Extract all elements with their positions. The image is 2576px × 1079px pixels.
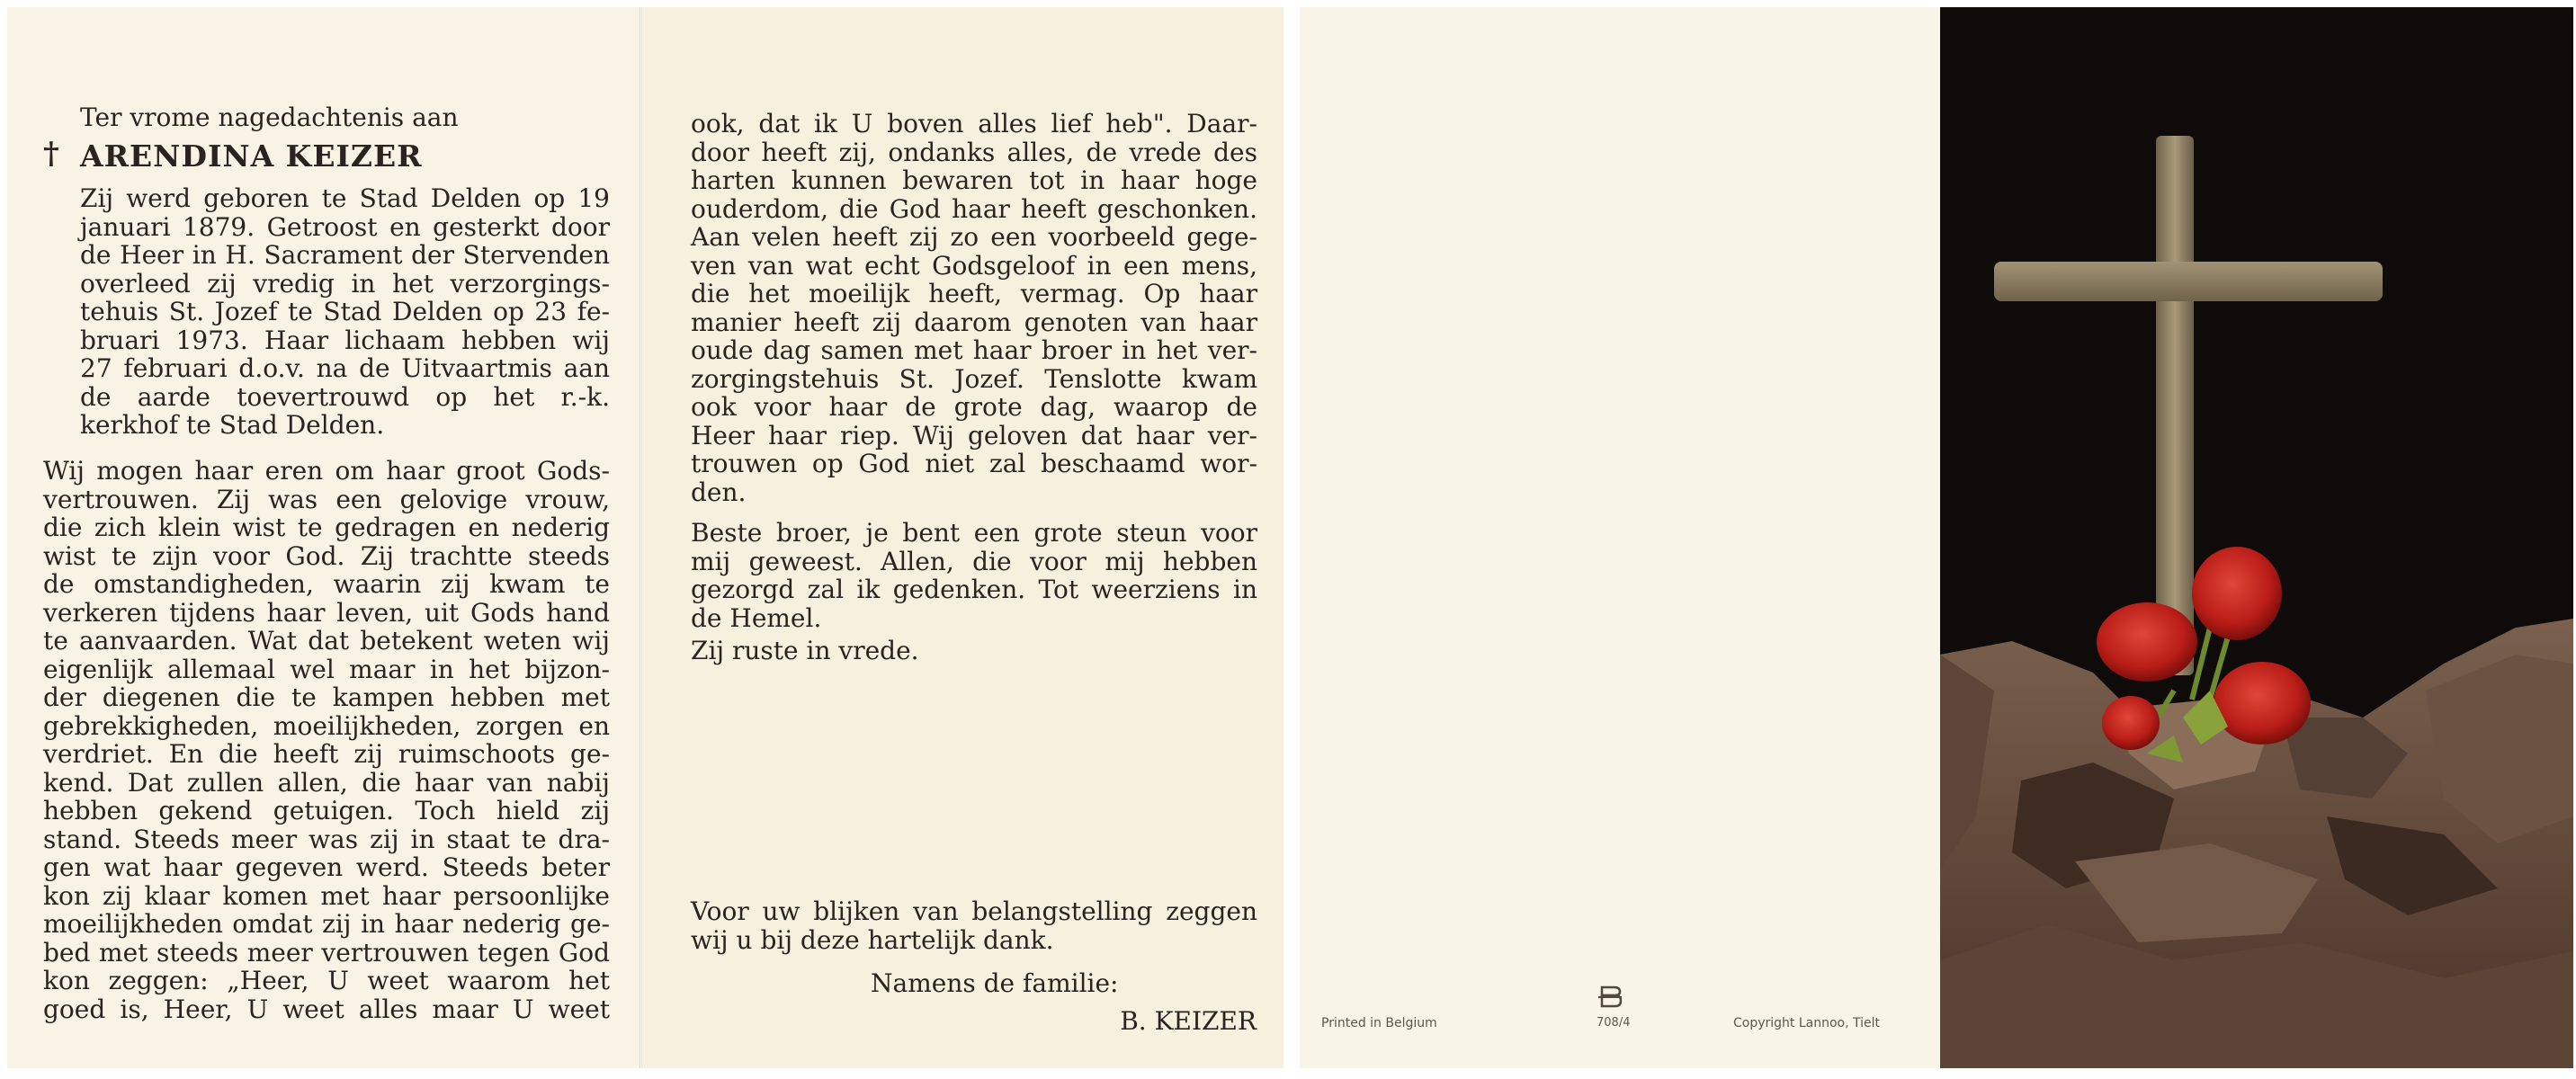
- text-line: Heer haar riep. Wij geloven dat haar ver-: [691, 420, 1257, 450]
- text-line: eigenlijk allemaal wel maar in het bijzon-: [43, 654, 610, 684]
- continued-paragraph: [691, 110, 1257, 506]
- text-line: tehuis St. Jozef te Stad Delden op 23 fe-: [80, 297, 610, 326]
- text-line: wist te zijn voor God. Zij trachtte steeds: [43, 540, 610, 571]
- text-line: Aan velen heeft zij zo een voorbeeld gege-: [691, 222, 1257, 252]
- text-line: die zich klein wist te gedragen en nederig: [43, 513, 610, 542]
- text-line: bruari 1973. Haar lichaam hebben wij: [80, 325, 610, 355]
- thanks-paragraph: [691, 897, 1257, 954]
- brother-paragraph: [691, 519, 1257, 632]
- cross-with-flowers-photo: [1940, 7, 2573, 1068]
- text-line: die het moeilijk heeft, vermag. Op haar: [691, 279, 1257, 308]
- text-line: kend. Dat zullen allen, die haar van nabij: [43, 767, 610, 798]
- text-line: gezorgd zal ik gedenken. Tot weerziens in: [691, 575, 1257, 604]
- text-line: goed is, Heer, U weet alles maar U weet: [43, 994, 610, 1024]
- text-line: verkeren tijdens haar leven, uit Gods hand: [43, 597, 610, 628]
- cover-photo: [1940, 7, 2573, 1068]
- family-line: Namens de familie:: [871, 968, 1119, 998]
- text-line: harten kunnen bewaren tot in haar hoge: [691, 165, 1257, 195]
- text-line: bed met steeds meer vertrouwen tegen God: [43, 937, 610, 968]
- text-line: de Heer in H. Sacrament der Stervenden: [80, 240, 610, 270]
- text-line: 27 februari d.o.v. na de Uitvaartmis aan: [80, 353, 610, 383]
- text-line: de Hemel.: [691, 602, 822, 633]
- text-line: der diegenen die te kampen hebben met: [43, 682, 610, 712]
- text-line: stand. Steeds meer was zij in staat te dra-: [43, 824, 610, 854]
- text-line: januari 1879. Getroost en gesterkt door: [80, 211, 610, 242]
- text-line: mij geweest. Allen, die voor mij hebben: [691, 546, 1257, 576]
- text-line: te aanvaarden. Wat dat betekent weten wij: [43, 626, 610, 655]
- deceased-name: ARENDINA KEIZER: [80, 138, 423, 174]
- signature: B. KEIZER: [1120, 1006, 1257, 1036]
- text-line: gen wat haar gegeven werd. Steeds beter: [43, 852, 610, 882]
- text-line: Voor uw blijken van belangstelling zeggen: [691, 896, 1257, 926]
- text-line: Wij mogen haar eren om haar groot Gods-: [43, 456, 610, 486]
- text-line: hebben gekend getuigen. Toch hield zij: [43, 796, 610, 825]
- text-line: Beste broer, je bent een grote steun voor: [691, 518, 1257, 548]
- text-line: kerkhof te Stad Delden.: [80, 410, 385, 440]
- text-line: overleed zij vredig in het verzorgings-: [80, 268, 610, 299]
- text-line: ook, dat ik U boven alles lief heb". Daar-: [691, 109, 1257, 138]
- text-line: moeilijkheden omdat zij in haar nederig ge-: [43, 909, 610, 939]
- card-code: 708/4: [1597, 1016, 1631, 1030]
- text-line: trouwen op God niet zal beschaamd wor-: [691, 449, 1257, 478]
- text-line: gebrekkigheden, moeilijkheden, zorgen en: [43, 710, 610, 741]
- text-line: Zij werd geboren te Stad Delden op 19: [80, 183, 610, 213]
- text-line: vertrouwen. Zij was een gelovige vrouw,: [43, 484, 610, 514]
- biography-paragraph: [80, 184, 610, 440]
- copyright-label: Copyright Lannoo, Tielt: [1733, 1016, 1881, 1030]
- text-line: ven van wat echt Godsgeloof in een mens,: [691, 250, 1257, 281]
- cross-symbol: †: [43, 136, 59, 172]
- printed-in-label: Printed in Belgium: [1321, 1016, 1437, 1030]
- text-line: oude dag samen met haar broer in het ver-: [691, 335, 1257, 365]
- text-line: door heeft zij, ondanks alles, de vrede des: [691, 137, 1257, 167]
- text-line: kon zeggen: „Heer, U weet waarom het: [43, 966, 610, 995]
- text-line: de omstandigheden, waarin zij kwam te: [43, 569, 610, 599]
- publisher-logo-icon: [1597, 985, 1623, 1010]
- middle-page: [641, 7, 1284, 1068]
- memorial-heading: Ter vrome nagedachtenis aan: [80, 103, 459, 132]
- text-line: manier heeft zij daarom genoten van haar: [691, 307, 1257, 337]
- tribute-paragraph: [43, 457, 610, 1023]
- text-line: ouderdom, die God haar heeft geschonken.: [691, 193, 1257, 224]
- text-line: kon zij klaar komen met haar persoonlijke: [43, 880, 610, 911]
- left-page: [7, 7, 640, 1068]
- text-line: zorgingstehuis St. Jozef. Tenslotte kwam: [691, 363, 1257, 394]
- text-line: wij u bij deze hartelijk dank.: [691, 924, 1054, 955]
- text-line: verdriet. En die heeft zij ruimschoots ge-: [43, 739, 610, 769]
- page-gap: [1284, 0, 1299, 1079]
- back-page: [1300, 7, 1940, 1068]
- text-line: ook voor haar de grote dag, waarop de: [691, 392, 1257, 422]
- text-line: de aarde toevertrouwd op het r.-k.: [80, 381, 610, 412]
- text-line: den.: [691, 477, 747, 507]
- closing-line: Zij ruste in vrede.: [691, 636, 919, 665]
